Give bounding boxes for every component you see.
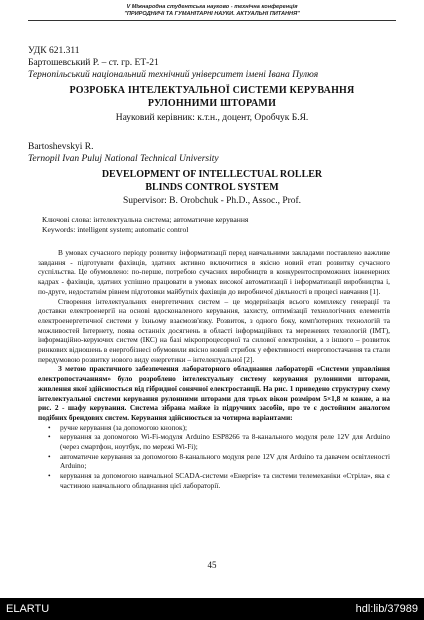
supervisor-en: Supervisor: B. Orobchuk - Ph.D., Assoc., Prof.	[122, 196, 302, 206]
paragraph-lab-system: З метою практичного забезпечення лабораторного обладнання лабораторії «Системи управління електропостачанням» було розроблено інтелектуальну систему керування рулонними шторами, живлення якої здійснюється від гібридної сонячної електростанції. На рис. 1 приведено структурну схему інтелектуальної системи керування рулонними шторами для трьох вікон розміром 5×1,8 м кожне, а на рис. 2 - шафу керування. Система зібрана майже із підручних засобів, про те є достойним аналогом подібних брендових систем. Керування здійснюється за чотирма варіантами:	[38, 364, 390, 422]
title-en-line2: BLINDS CONTROL SYSTEM	[145, 182, 279, 193]
keywords-ua: Ключові слова: інтелектуальна система; автоматичне керування	[42, 215, 249, 224]
control-options-list	[38, 423, 390, 491]
keywords-en: Keywords: intelligent system; automatic control	[42, 225, 189, 234]
paragraph-energy-systems: Створення інтелектуальних енергетичних систем – це модернізація всього комплексу генерації та доставки електроенергії на основі вдосконаленого керування, захисту, оптимізації технологічних елементів електроенергетичної системи у їхньому взаємозв'язку. Розвиток, з одного боку, комп'ютерних технологій та можливостей Інтернету, поява останніх досягнень в області інформаційних та мережевих технологій (ІМТ), інформаційно-керуючих систем (ІКС) на базі мікропроцесорної та силової електроніки, а з іншого – розвиток ринкових відношень в енергобізнесі обумовили якісно новий стрибок у ефективності енергопостачання та стали передумовою розвитку нового виду енергетики – інтелектуальної [2].	[38, 296, 390, 364]
list-item: • керування за допомогою Wi-Fi-модуля Arduino ESP8266 та 8-канального модуля реле 12V для Arduino (через смартфон, ноутбук, по мережі Wi-Fi);	[46, 432, 390, 451]
title-en-line1: DEVELOPMENT OF INTELLECTUAL ROLLER	[101, 169, 323, 180]
author-en: Bartoshevskyi R.	[28, 142, 94, 152]
repository-name: ELARTU	[6, 603, 50, 615]
title-ua-line1: РОЗРОБКА ІНТЕЛЕКТУАЛЬНОЇ СИСТЕМИ КЕРУВАННЯ	[69, 85, 355, 96]
conference-header	[28, 4, 396, 18]
list-item: • автоматичне керування за допомогою 8-канального модуля реле 12V для Arduino та давачем освітленості Arduino;	[46, 452, 390, 471]
affiliation-ua: Тернопільський національний технічний університет імені Івана Пулюя	[28, 70, 319, 80]
paragraph-intro: В умовах сучасного періоду розвитку інформатизації перед навчальними закладами поставлено важливе завдання - підготувати фахівців, здатних активно включитися в якісно новий етап розвитку сучасного суспільства. Це обумовлено: по-перше, потребою сучасних виробництв в конкурентоспроможних інженерних кадрах - фахівців, здатних успішно працювати в умовах високої автоматизації і інформатизації виробництва і, по-друге, недостатнім рівнем підготовки майбутніх фахівців до виробничої діяльності в процесі навчання [1].	[38, 248, 390, 296]
list-item: • ручне керування (за допомогою кнопок);	[46, 423, 390, 433]
title-en	[28, 168, 396, 194]
author-ua: Бартошевський Р. – ст. гр. ЕТ-21	[28, 58, 159, 68]
title-ua	[28, 84, 396, 110]
document-page	[28, 0, 396, 598]
header-divider	[28, 20, 396, 21]
affiliation-en: Ternopil Ivan Puluj National Technical University	[28, 154, 219, 164]
conference-subtitle: "ПРИРОДНИЧІ ТА ГУМАНІТАРНІ НАУКИ. АКТУАЛЬНІ ПИТАННЯ"	[124, 11, 300, 17]
udc-code: УДК 621.311	[28, 46, 80, 56]
title-ua-line2: РУЛОННИМИ ШТОРАМИ	[147, 98, 277, 109]
supervisor-ua: Науковий керівник: к.т.н., доцент, Оробчук Б.Я.	[115, 113, 309, 123]
article-body	[38, 248, 390, 491]
conference-title: V Міжнародна студентська науково - технічна конференція	[126, 4, 298, 10]
repository-footer	[0, 598, 424, 620]
handle-link[interactable]: hdl:lib/37989	[355, 603, 418, 615]
list-item: • керування за допомогою навчальної SCADA-системи «Енергія» та системи телемеханіки «Стріла», яка є частиною навчального обладнання цієї лабораторії.	[46, 471, 390, 490]
page-number: 45	[207, 560, 217, 570]
